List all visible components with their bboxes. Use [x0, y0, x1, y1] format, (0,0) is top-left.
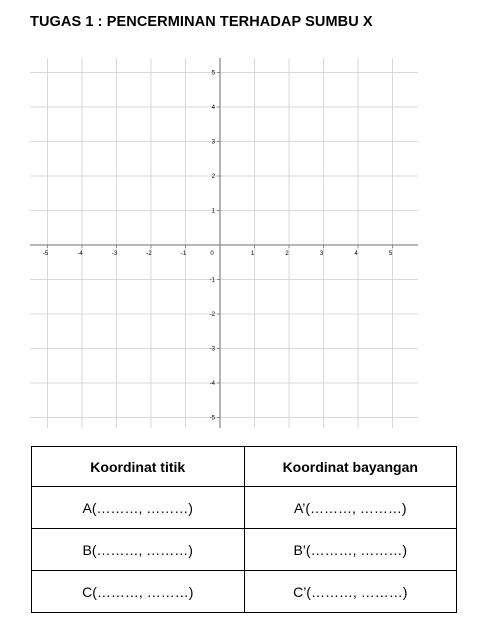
worksheet-title: TUGAS 1 : PENCERMINAN TERHADAP SUMBU X — [30, 14, 373, 30]
y-tick-label: 1 — [211, 208, 215, 215]
table-row — [32, 529, 457, 571]
y-tick-label: -3 — [209, 346, 215, 353]
x-tick-label: -3 — [111, 251, 118, 257]
x-tick-label: -1 — [180, 251, 187, 257]
x-tick-label: -4 — [77, 251, 83, 257]
x-tick-label: -2 — [146, 251, 152, 257]
table-row — [32, 571, 457, 613]
x-tick-label: 5 — [388, 251, 393, 257]
point-b-cell: B(………, ………) — [32, 529, 245, 571]
point-c-cell: C(………, ………) — [32, 571, 245, 613]
y-tick-label: 4 — [211, 105, 215, 111]
x-tick-label: 4 — [354, 251, 358, 257]
y-tick-label: -5 — [209, 415, 215, 422]
x-tick-label: 3 — [319, 251, 324, 257]
header-image-coordinates: Koordinat bayangan — [244, 447, 457, 487]
point-a-cell: A(………, ………) — [32, 487, 245, 529]
y-tick-label: 3 — [211, 139, 215, 146]
x-tick-label: -5 — [42, 251, 49, 257]
table-header-row — [32, 447, 457, 487]
x-tick-label: 1 — [250, 251, 255, 257]
y-tick-label: 5 — [211, 70, 215, 77]
y-tick-label: -2 — [209, 312, 215, 318]
header-point-coordinates: Koordinat titik — [32, 447, 245, 487]
coordinate-table — [31, 446, 457, 613]
point-c-image-cell: C’(………, ………) — [244, 571, 457, 613]
y-tick-label: -4 — [209, 381, 215, 387]
point-a-image-cell: A’(………, ………) — [244, 487, 457, 529]
point-b-image-cell: B’(………, ………) — [244, 529, 457, 571]
y-tick-label: -1 — [209, 277, 215, 284]
y-tick-label: 2 — [211, 174, 215, 180]
x-tick-label: 0 — [210, 251, 214, 257]
x-tick-label: 2 — [285, 251, 289, 257]
table-row — [32, 487, 457, 529]
